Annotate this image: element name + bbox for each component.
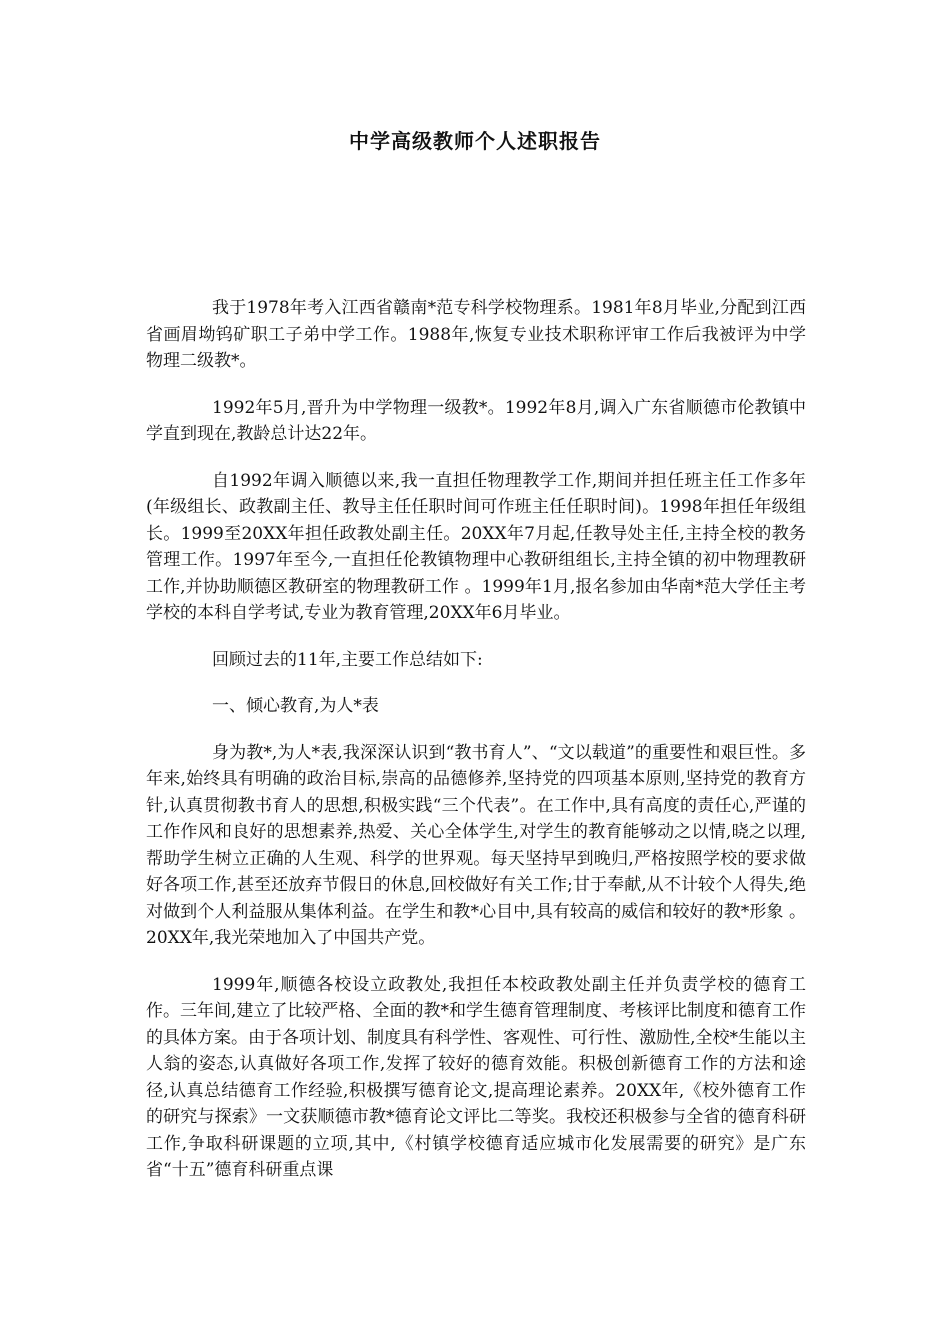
paragraph-promotion: 1992年5月,晋升为中学物理一级教*。1992年8月,调入广东省顺德市伦教镇中学直到现在,教龄总计达22年。 <box>146 397 806 444</box>
paragraph-intro: 我于1978年考入江西省赣南*范专科学校物理系。1981年8月毕业,分配到江西省画眉坳钨矿职工子弟中学工作。1988年,恢复专业技术职称评审工作后我被评为中学物理二级教*。 <box>146 298 806 371</box>
paragraph-moral-education: 1999年,顺德各校设立政教处,我担任本校政教处副主任并负责学校的德育工作。三年间,建立了比较严格、全面的教*和学生德育管理制度、考核评比制度和德育工作的具体方案。由于各项计划、制度具有科学性、客观性、可行性、激励性,全校*生能以主人翁的姿态,认真做好各项工作,发挥了较好的德育效能。积极创新德育工作的方法和途径,认真总结德育工作经验,积极撰写德育论文,提高理论素养。20XX年,《校外德育工作的研究与探索》一文获顺德市教*德育论文评比二等奖。我校还积极参与全省的德育科研工作,争取科研课题的立项,其中,《村镇学校德育适应城市化发展需要的研究》是广东省“十五”德育科研重点课 <box>146 974 806 1180</box>
section-heading-1: 一、倾心教育,为人*表 <box>212 696 379 716</box>
paragraph-teacher-role: 身为教*,为人*表,我深深认识到“教书育人”、“文以载道”的重要性和艰巨性。多年来,始终具有明确的政治目标,崇高的品德修养,坚持党的四项基本原则,坚持党的教育方针,认真贯彻教书育人的思想,积极实践“三个代表”。在工作中,具有高度的责任心,严谨的工作作风和良好的思想素养,热爱、关心全体学生,对学生的教育能够动之以情,晓之以理,帮助学生树立正确的人生观、科学的世界观。每天坚持早到晚归,严格按照学校的要求做好各项工作,甚至还放弃节假日的休息,回校做好有关工作;甘于奉献,从不计较个人得失,绝对做到个人利益服从集体利益。在学生和教*心目中,具有较高的威信和较好的教*形象 。20XX年,我光荣地加入了中国共产党。 <box>146 742 806 948</box>
paragraph-career: 自1992年调入顺德以来,我一直担任物理教学工作,期间并担任班主任工作多年(年级组长、政教副主任、教导主任任职时间可作班主任任职时间)。1998年担任年级组长。1999至20XX年担任政教处副主任。20XX年7月起,任教导处主任,主持全校的教务管理工作。1997年至今,一直担任伦教镇物理中心教研组组长,主持全镇的初中物理教研工作,并协助顺德区教研室的物理教研工作 。1999年1月,报名参加由华南*范大学任主考学校的本科自学考试,专业为教育管理,20XX年6月毕业。 <box>146 470 806 623</box>
document-title: 中学高级教师个人述职报告 <box>349 129 601 153</box>
paragraph-summary-lead: 回顾过去的11年,主要工作总结如下: <box>212 649 483 670</box>
document-body <box>146 295 806 1204</box>
